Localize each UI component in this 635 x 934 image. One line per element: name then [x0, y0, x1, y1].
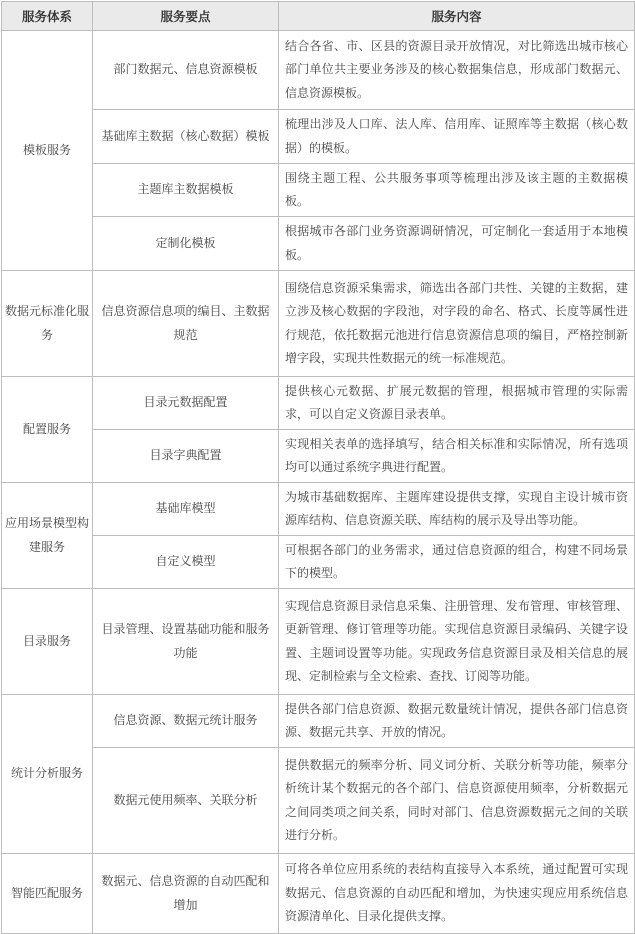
table-row [2, 854, 635, 934]
point-cell: 信息资源、数据元统计服务 [93, 695, 279, 748]
content-cell: 根据城市各部门业务资源调研情况，可定制化一套适用于本地模板。 [279, 217, 635, 271]
table-row [2, 31, 635, 110]
content-cell: 结合各省、市、区县的资源目录开放情况，对比筛选出城市核心部门单位共主要业务涉及的核心数据集信息，形成部门数据元、信息资源模板。 [279, 31, 635, 110]
point-cell: 数据元使用频率、关联分析 [93, 748, 279, 854]
table-row [2, 695, 635, 748]
point-cell: 信息资源信息项的编目、主数据规范 [93, 271, 279, 377]
category-cell: 数据元标准化服务 [2, 271, 93, 377]
table-row [2, 110, 635, 164]
table-row [2, 271, 635, 377]
header-service-point: 服务要点 [93, 2, 279, 31]
content-cell: 围绕主题工程、公共服务事项等梳理出涉及该主题的主数据模板。 [279, 164, 635, 217]
category-cell: 统计分析服务 [2, 695, 93, 854]
point-cell: 主题库主数据模板 [93, 164, 279, 217]
point-cell: 基础库主数据（核心数据）模板 [93, 110, 279, 164]
point-cell: 数据元、信息资源的自动匹配和增加 [93, 854, 279, 934]
table-row [2, 217, 635, 271]
table-row [2, 536, 635, 589]
content-cell: 提供核心元数据、扩展元数据的管理，根据城市管理的实际需求，可以自定义资源目录表单。 [279, 377, 635, 430]
table-row [2, 748, 635, 854]
content-cell: 可根据各部门的业务需求，通过信息资源的组合，构建不同场景下的模型。 [279, 536, 635, 589]
content-cell: 为城市基础数据库、主题库建设提供支撑，实现自主设计城市资源库结构、信息资源关联、库结构的展示及导出等功能。 [279, 483, 635, 536]
category-cell: 智能匹配服务 [2, 854, 93, 934]
table-row [2, 164, 635, 217]
header-row [2, 2, 635, 31]
point-cell: 目录元数据配置 [93, 377, 279, 430]
content-cell: 梳理出涉及人口库、法人库、信用库、证照库等主数据（核心数据）的模板。 [279, 110, 635, 164]
point-cell: 自定义模型 [93, 536, 279, 589]
point-cell: 目录管理、设置基础功能和服务功能 [93, 589, 279, 695]
content-cell: 实现信息资源目录信息采集、注册管理、发布管理、审核管理、更新管理、修订管理等功能。实现信息资源目录编码、关键字设置、主题词设置等功能。实现政务信息资源目录及相关信息的展现、定制检索与全文检索、查找、订阅等功能。 [279, 589, 635, 695]
category-cell: 模板服务 [2, 31, 93, 271]
service-table [1, 1, 635, 934]
category-cell: 配置服务 [2, 377, 93, 483]
point-cell: 基础库模型 [93, 483, 279, 536]
header-service-content: 服务内容 [279, 2, 635, 31]
category-cell: 目录服务 [2, 589, 93, 695]
content-cell: 可将各单位应用系统的表结构直接导入本系统，通过配置可实现数据元、信息资源的自动匹配和增加，为快速实现应用系统信息资源清单化、目录化提供支撑。 [279, 854, 635, 934]
content-cell: 提供数据元的频率分析、同义词分析、关联分析等功能，频率分析统计某个数据元的各个部门、信息资源使用频率，分析数据元之间同类项之间关系，同时对部门、信息资源数据元之间的关联进行分析。 [279, 748, 635, 854]
content-cell: 实现相关表单的选择填写，结合相关标准和实际情况，所有选项均可以通过系统字典进行配置。 [279, 430, 635, 483]
category-cell: 应用场景模型构建服务 [2, 483, 93, 589]
content-cell: 提供各部门信息资源、数据元数量统计情况，提供各部门信息资源、数据元共享、开放的情况。 [279, 695, 635, 748]
table-row [2, 430, 635, 483]
header-service-system: 服务体系 [2, 2, 93, 31]
point-cell: 目录字典配置 [93, 430, 279, 483]
content-cell: 围绕信息资源采集需求，筛选出各部门共性、关键的主数据，建立涉及核心数据的字段池，对字段的命名、格式、长度等属性进行规范，依托数据元池进行信息资源信息项的编目，严格控制新增字段，实现共性数据元的统一标准规范。 [279, 271, 635, 377]
table-row [2, 377, 635, 430]
table-row [2, 483, 635, 536]
point-cell: 定制化模板 [93, 217, 279, 271]
point-cell: 部门数据元、信息资源模板 [93, 31, 279, 110]
table-row [2, 589, 635, 695]
